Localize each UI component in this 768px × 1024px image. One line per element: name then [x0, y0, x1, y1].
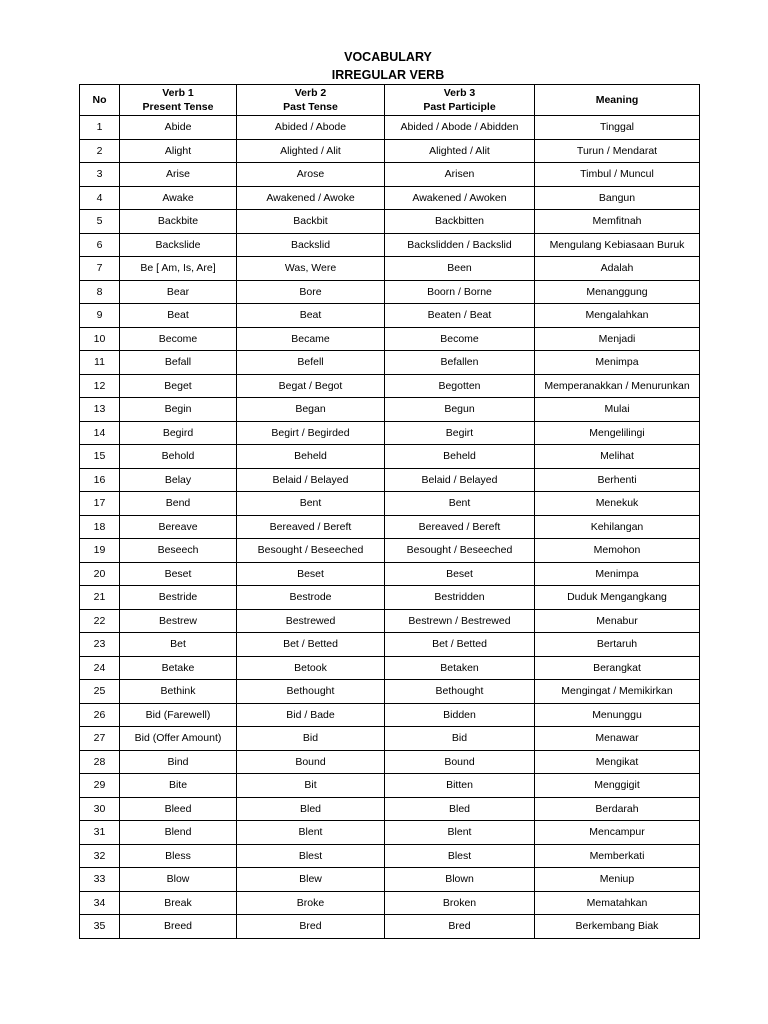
table-row: [80, 398, 700, 422]
cell-meaning: Tinggal: [535, 116, 700, 140]
cell-verb3: Begun: [385, 398, 535, 422]
cell-meaning: Turun / Mendarat: [535, 139, 700, 163]
cell-verb2: Bid / Bade: [237, 703, 385, 727]
cell-verb1: Blow: [120, 868, 237, 892]
cell-verb2: Bound: [237, 750, 385, 774]
table-row: [80, 609, 700, 633]
cell-no: 3: [80, 163, 120, 187]
cell-meaning: Kehilangan: [535, 515, 700, 539]
cell-verb2: Begirt / Begirded: [237, 421, 385, 445]
cell-verb2: Befell: [237, 351, 385, 375]
cell-no: 9: [80, 304, 120, 328]
cell-verb3: Beheld: [385, 445, 535, 469]
cell-verb1: Bind: [120, 750, 237, 774]
table-row: [80, 891, 700, 915]
cell-verb3: Bound: [385, 750, 535, 774]
cell-no: 21: [80, 586, 120, 610]
cell-verb2: Bred: [237, 915, 385, 939]
cell-verb1: Alight: [120, 139, 237, 163]
cell-verb3: Bereaved / Bereft: [385, 515, 535, 539]
cell-meaning: Mulai: [535, 398, 700, 422]
cell-verb1: Become: [120, 327, 237, 351]
cell-verb2: Betook: [237, 656, 385, 680]
cell-verb2: Bid: [237, 727, 385, 751]
cell-verb1: Blend: [120, 821, 237, 845]
cell-verb2: Bestrode: [237, 586, 385, 610]
cell-verb1: Bleed: [120, 797, 237, 821]
cell-no: 22: [80, 609, 120, 633]
cell-meaning: Bertaruh: [535, 633, 700, 657]
cell-verb1: Begin: [120, 398, 237, 422]
cell-verb3: Begotten: [385, 374, 535, 398]
table-row: [80, 633, 700, 657]
cell-meaning: Menawar: [535, 727, 700, 751]
cell-meaning: Berhenti: [535, 468, 700, 492]
cell-meaning: Timbul / Muncul: [535, 163, 700, 187]
cell-meaning: Berdarah: [535, 797, 700, 821]
cell-verb3: Backslidden / Backslid: [385, 233, 535, 257]
cell-verb1: Beget: [120, 374, 237, 398]
table-row: [80, 656, 700, 680]
cell-verb3: Bid: [385, 727, 535, 751]
cell-no: 35: [80, 915, 120, 939]
header-no: No: [80, 85, 120, 116]
table-row: [80, 186, 700, 210]
cell-verb1: Begird: [120, 421, 237, 445]
cell-verb1: Beset: [120, 562, 237, 586]
cell-verb1: Bet: [120, 633, 237, 657]
cell-verb3: Belaid / Belayed: [385, 468, 535, 492]
cell-verb1: Beat: [120, 304, 237, 328]
cell-verb1: Bestride: [120, 586, 237, 610]
cell-verb1: Backbite: [120, 210, 237, 234]
cell-meaning: Duduk Mengangkang: [535, 586, 700, 610]
cell-meaning: Memohon: [535, 539, 700, 563]
cell-verb2: Bestrewed: [237, 609, 385, 633]
cell-verb2: Besought / Beseeched: [237, 539, 385, 563]
cell-verb3: Bethought: [385, 680, 535, 704]
cell-no: 33: [80, 868, 120, 892]
cell-no: 25: [80, 680, 120, 704]
cell-verb1: Bethink: [120, 680, 237, 704]
cell-verb2: Beat: [237, 304, 385, 328]
header-verb1: Verb 1 Present Tense: [120, 85, 237, 116]
cell-no: 30: [80, 797, 120, 821]
cell-no: 32: [80, 844, 120, 868]
cell-verb3: Boorn / Borne: [385, 280, 535, 304]
cell-verb2: Arose: [237, 163, 385, 187]
cell-verb3: Bitten: [385, 774, 535, 798]
cell-verb2: Broke: [237, 891, 385, 915]
header-verb3: Verb 3 Past Participle: [385, 85, 535, 116]
cell-verb3: Bled: [385, 797, 535, 821]
cell-verb1: Behold: [120, 445, 237, 469]
table-row: [80, 257, 700, 281]
cell-verb1: Be [ Am, Is, Are]: [120, 257, 237, 281]
cell-verb2: Bent: [237, 492, 385, 516]
table-row: [80, 797, 700, 821]
cell-verb2: Abided / Abode: [237, 116, 385, 140]
cell-verb2: Beheld: [237, 445, 385, 469]
cell-no: 7: [80, 257, 120, 281]
cell-meaning: Menimpa: [535, 351, 700, 375]
cell-verb1: Break: [120, 891, 237, 915]
cell-verb3: Been: [385, 257, 535, 281]
cell-verb2: Bethought: [237, 680, 385, 704]
cell-no: 14: [80, 421, 120, 445]
table-row: [80, 915, 700, 939]
cell-verb2: Bet / Betted: [237, 633, 385, 657]
table-row: [80, 351, 700, 375]
table-row: [80, 703, 700, 727]
cell-meaning: Meniup: [535, 868, 700, 892]
cell-meaning: Memfitnah: [535, 210, 700, 234]
cell-meaning: Memperanakkan / Menurunkan: [535, 374, 700, 398]
table-row: [80, 515, 700, 539]
cell-verb2: Awakened / Awoke: [237, 186, 385, 210]
cell-meaning: Mengikat: [535, 750, 700, 774]
cell-no: 4: [80, 186, 120, 210]
cell-meaning: Mengelilingi: [535, 421, 700, 445]
cell-verb3: Become: [385, 327, 535, 351]
cell-verb2: Beset: [237, 562, 385, 586]
table-row: [80, 139, 700, 163]
cell-meaning: Berangkat: [535, 656, 700, 680]
cell-no: 23: [80, 633, 120, 657]
cell-verb1: Bid (Offer Amount): [120, 727, 237, 751]
cell-verb1: Bear: [120, 280, 237, 304]
cell-meaning: Menanggung: [535, 280, 700, 304]
cell-no: 16: [80, 468, 120, 492]
cell-no: 2: [80, 139, 120, 163]
cell-meaning: Mengalahkan: [535, 304, 700, 328]
cell-verb2: Alighted / Alit: [237, 139, 385, 163]
cell-verb3: Bidden: [385, 703, 535, 727]
cell-verb2: Blest: [237, 844, 385, 868]
cell-verb1: Beseech: [120, 539, 237, 563]
table-row: [80, 445, 700, 469]
cell-verb1: Bid (Farewell): [120, 703, 237, 727]
cell-no: 18: [80, 515, 120, 539]
cell-verb3: Blent: [385, 821, 535, 845]
cell-no: 13: [80, 398, 120, 422]
table-row: [80, 280, 700, 304]
cell-no: 11: [80, 351, 120, 375]
table-row: [80, 210, 700, 234]
cell-meaning: Mengulang Kebiasaan Buruk: [535, 233, 700, 257]
table-row: [80, 116, 700, 140]
cell-verb3: Arisen: [385, 163, 535, 187]
cell-meaning: Menggigit: [535, 774, 700, 798]
cell-verb3: Broken: [385, 891, 535, 915]
cell-verb3: Blown: [385, 868, 535, 892]
cell-verb2: Begat / Begot: [237, 374, 385, 398]
table-header-row: [80, 85, 700, 116]
cell-meaning: Mencampur: [535, 821, 700, 845]
table-row: [80, 539, 700, 563]
document-title-block: [0, 48, 768, 84]
cell-no: 28: [80, 750, 120, 774]
table-row: [80, 727, 700, 751]
cell-verb3: Bestridden: [385, 586, 535, 610]
cell-verb1: Bestrew: [120, 609, 237, 633]
cell-verb1: Bend: [120, 492, 237, 516]
cell-verb1: Betake: [120, 656, 237, 680]
table-row: [80, 492, 700, 516]
table-row: [80, 421, 700, 445]
cell-no: 5: [80, 210, 120, 234]
header-meaning: Meaning: [535, 85, 700, 116]
cell-verb1: Arise: [120, 163, 237, 187]
cell-no: 24: [80, 656, 120, 680]
cell-meaning: Menekuk: [535, 492, 700, 516]
table-body: [80, 116, 700, 939]
cell-verb1: Bite: [120, 774, 237, 798]
table-row: [80, 586, 700, 610]
cell-meaning: Menimpa: [535, 562, 700, 586]
cell-no: 1: [80, 116, 120, 140]
cell-no: 31: [80, 821, 120, 845]
page-subtitle: IRREGULAR VERB: [331, 68, 445, 82]
cell-no: 27: [80, 727, 120, 751]
cell-verb2: Was, Were: [237, 257, 385, 281]
cell-meaning: Berkembang Biak: [535, 915, 700, 939]
cell-no: 10: [80, 327, 120, 351]
cell-no: 17: [80, 492, 120, 516]
header-verb2: Verb 2 Past Tense: [237, 85, 385, 116]
cell-verb2: Backslid: [237, 233, 385, 257]
cell-verb1: Belay: [120, 468, 237, 492]
cell-meaning: Adalah: [535, 257, 700, 281]
cell-meaning: Menunggu: [535, 703, 700, 727]
cell-meaning: Mematahkan: [535, 891, 700, 915]
table-row: [80, 844, 700, 868]
cell-verb3: Abided / Abode / Abidden: [385, 116, 535, 140]
cell-verb2: Backbit: [237, 210, 385, 234]
cell-verb2: Bit: [237, 774, 385, 798]
table-row: [80, 821, 700, 845]
cell-meaning: Mengingat / Memikirkan: [535, 680, 700, 704]
cell-no: 6: [80, 233, 120, 257]
cell-verb3: Backbitten: [385, 210, 535, 234]
irregular-verb-table: [79, 84, 700, 939]
cell-verb3: Beaten / Beat: [385, 304, 535, 328]
cell-verb3: Beset: [385, 562, 535, 586]
cell-meaning: Menabur: [535, 609, 700, 633]
cell-verb2: Began: [237, 398, 385, 422]
cell-verb1: Befall: [120, 351, 237, 375]
cell-meaning: Memberkati: [535, 844, 700, 868]
table-row: [80, 468, 700, 492]
cell-verb2: Blew: [237, 868, 385, 892]
cell-no: 15: [80, 445, 120, 469]
cell-no: 19: [80, 539, 120, 563]
cell-verb3: Awakened / Awoken: [385, 186, 535, 210]
cell-verb3: Bestrewn / Bestrewed: [385, 609, 535, 633]
cell-verb1: Bless: [120, 844, 237, 868]
cell-verb1: Backslide: [120, 233, 237, 257]
cell-verb2: Blent: [237, 821, 385, 845]
table-row: [80, 868, 700, 892]
cell-verb1: Breed: [120, 915, 237, 939]
cell-verb2: Bereaved / Bereft: [237, 515, 385, 539]
cell-verb3: Begirt: [385, 421, 535, 445]
table-row: [80, 327, 700, 351]
cell-verb3: Betaken: [385, 656, 535, 680]
cell-verb3: Bet / Betted: [385, 633, 535, 657]
table-row: [80, 233, 700, 257]
cell-verb2: Bled: [237, 797, 385, 821]
cell-verb1: Bereave: [120, 515, 237, 539]
cell-verb3: Alighted / Alit: [385, 139, 535, 163]
cell-no: 34: [80, 891, 120, 915]
table-row: [80, 680, 700, 704]
cell-verb2: Belaid / Belayed: [237, 468, 385, 492]
cell-verb3: Bent: [385, 492, 535, 516]
cell-meaning: Melihat: [535, 445, 700, 469]
cell-verb3: Blest: [385, 844, 535, 868]
cell-verb3: Befallen: [385, 351, 535, 375]
page-title: VOCABULARY: [344, 50, 432, 64]
cell-meaning: Menjadi: [535, 327, 700, 351]
cell-verb2: Became: [237, 327, 385, 351]
cell-meaning: Bangun: [535, 186, 700, 210]
cell-no: 20: [80, 562, 120, 586]
cell-verb2: Bore: [237, 280, 385, 304]
cell-verb3: Bred: [385, 915, 535, 939]
cell-no: 12: [80, 374, 120, 398]
table-row: [80, 374, 700, 398]
table-row: [80, 163, 700, 187]
table-row: [80, 750, 700, 774]
cell-no: 26: [80, 703, 120, 727]
cell-no: 29: [80, 774, 120, 798]
table-row: [80, 562, 700, 586]
cell-no: 8: [80, 280, 120, 304]
table-row: [80, 774, 700, 798]
cell-verb1: Awake: [120, 186, 237, 210]
cell-verb1: Abide: [120, 116, 237, 140]
cell-verb3: Besought / Beseeched: [385, 539, 535, 563]
table-row: [80, 304, 700, 328]
